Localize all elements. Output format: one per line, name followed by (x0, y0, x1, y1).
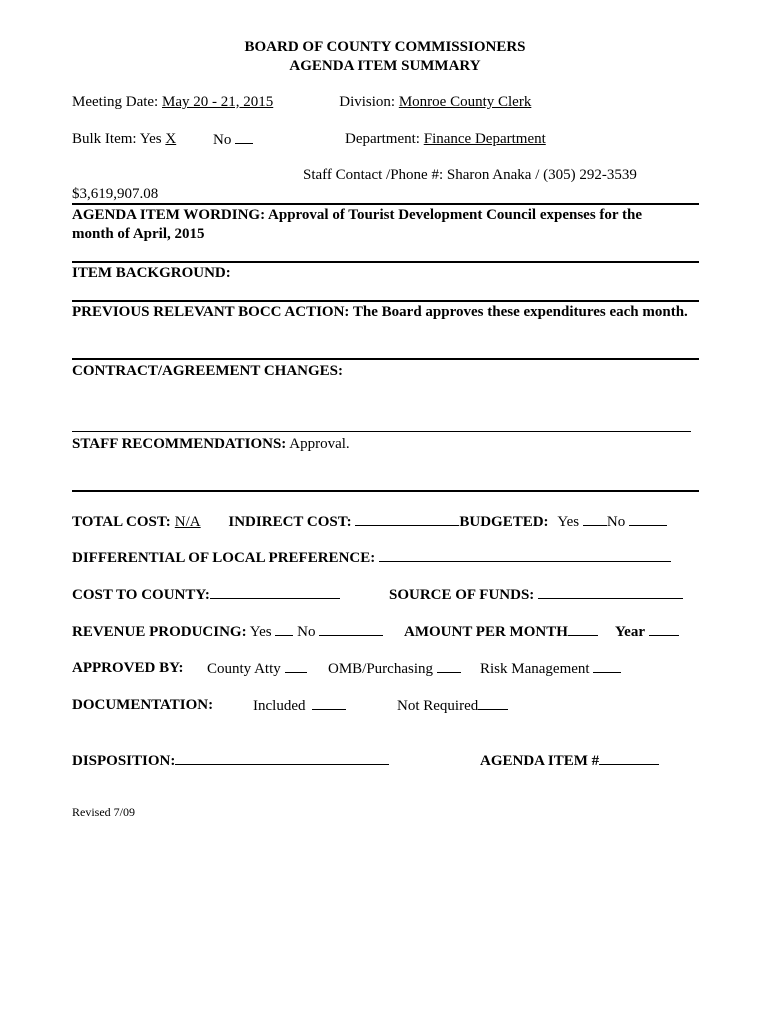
county-atty-label: County Atty (207, 661, 281, 677)
risk-management-blank[interactable] (593, 659, 621, 673)
staff-recommendations-label: STAFF RECOMMENDATIONS: (72, 436, 287, 452)
revenue-label: REVENUE PRODUCING: (72, 624, 247, 640)
revenue-yes-blank[interactable] (275, 622, 293, 636)
item-background-label: ITEM BACKGROUND: (72, 265, 231, 281)
divider (72, 490, 699, 492)
staff-recommendations-row (72, 435, 350, 453)
divider (72, 431, 691, 432)
year-blank[interactable] (649, 622, 679, 636)
source-of-funds-row (389, 585, 683, 604)
agenda-item-number-label: AGENDA ITEM # (480, 753, 600, 769)
differential-label: DIFFERENTIAL OF LOCAL PREFERENCE: (72, 550, 376, 566)
amount-value: $3,619,907.08 (72, 186, 159, 202)
department-value[interactable]: Finance Department (423, 131, 546, 147)
meeting-date-value[interactable]: May 20 - 21, 2015 (161, 94, 274, 110)
year-row (615, 622, 679, 641)
amount-per-month-blank[interactable] (568, 622, 598, 636)
county-atty-blank[interactable] (285, 659, 307, 673)
year-label: Year (615, 624, 645, 640)
previous-action-value: The Board approves these expenditures each month. (352, 304, 688, 320)
staff-recommendations-value: Approval. (289, 436, 350, 452)
bulk-no-label: No (213, 132, 232, 148)
divider (72, 203, 699, 205)
staff-contact-row (303, 166, 637, 184)
bulk-no-blank[interactable] (235, 130, 253, 144)
agenda-wording-line1 (72, 206, 642, 224)
divider (72, 300, 699, 302)
omb-label: OMB/Purchasing (328, 661, 433, 677)
disposition-row (72, 751, 389, 770)
bulk-no-group (213, 130, 253, 149)
revenue-no-blank[interactable] (319, 622, 383, 636)
form-subtitle: AGENDA ITEM SUMMARY (289, 58, 481, 74)
contract-changes-label: CONTRACT/AGREEMENT CHANGES: (72, 363, 344, 379)
budgeted-label: BUDGETED: (459, 514, 549, 530)
risk-management-label: Risk Management (480, 661, 590, 677)
staff-contact-label: Staff Contact /Phone #: (303, 167, 444, 183)
indirect-cost-blank[interactable] (355, 512, 459, 526)
agenda-wording-line2: month of April, 2015 (72, 226, 205, 242)
agenda-wording-label: AGENDA ITEM WORDING: (72, 207, 266, 223)
revenue-yes-label: Yes (249, 624, 272, 640)
total-cost-label: TOTAL COST: (72, 514, 171, 530)
not-required-blank[interactable] (478, 696, 508, 710)
disposition-label: DISPOSITION: (72, 753, 176, 769)
bulk-item-row (72, 130, 176, 148)
included-row (253, 696, 346, 715)
risk-management-row (480, 659, 621, 678)
included-label: Included (253, 698, 306, 714)
division-value[interactable]: Monroe County Clerk (398, 94, 532, 110)
bulk-item-label: Bulk Item: (72, 131, 137, 147)
amount-per-month-label: AMOUNT PER MONTH (404, 624, 568, 640)
staff-contact-value: Sharon Anaka / (305) 292-3539 (446, 167, 637, 183)
omb-blank[interactable] (437, 659, 461, 673)
agenda-item-number-blank[interactable] (599, 751, 659, 765)
total-cost-value[interactable]: N/A (174, 514, 201, 530)
previous-action-label: PREVIOUS RELEVANT BOCC ACTION: (72, 304, 350, 320)
approved-by-label: APPROVED BY: (72, 660, 184, 676)
included-blank[interactable] (312, 696, 346, 710)
cost-to-county-row (72, 585, 340, 604)
bulk-yes-label: Yes (139, 131, 162, 147)
agenda-wording-text: Approval of Tourist Development Council expenses for the (268, 207, 643, 223)
revenue-row (72, 622, 383, 641)
source-of-funds-blank[interactable] (538, 585, 683, 599)
department-row (345, 130, 546, 148)
division-label: Division: (339, 94, 396, 110)
agenda-item-number-row (480, 751, 659, 770)
county-atty-row (207, 659, 307, 678)
differential-row (72, 548, 671, 567)
previous-action-row (72, 303, 688, 321)
indirect-cost-label: INDIRECT COST: (228, 514, 352, 530)
form-title: BOARD OF COUNTY COMMISSIONERS (244, 39, 526, 55)
divider (72, 358, 699, 360)
documentation-label: DOCUMENTATION: (72, 697, 214, 713)
amount-per-month-row (404, 622, 598, 641)
total-cost-row (72, 512, 667, 531)
cost-to-county-blank[interactable] (210, 585, 340, 599)
department-label: Department: (345, 131, 420, 147)
budgeted-yes-label: Yes (557, 514, 580, 530)
budgeted-yes-blank[interactable] (583, 512, 607, 526)
revised-note: Revised 7/09 (72, 805, 135, 819)
revenue-no-label: No (297, 624, 316, 640)
differential-blank[interactable] (379, 548, 671, 562)
not-required-row (397, 696, 508, 715)
divider (72, 261, 699, 263)
bulk-yes-mark[interactable]: X (165, 131, 177, 147)
budgeted-no-label: No (606, 514, 626, 530)
cost-to-county-label: COST TO COUNTY: (72, 587, 210, 603)
meeting-date-label: Meeting Date: (72, 94, 159, 110)
not-required-label: Not Required (397, 698, 479, 714)
budgeted-no-blank[interactable] (629, 512, 667, 526)
source-of-funds-label: SOURCE OF FUNDS: (389, 587, 535, 603)
omb-row (328, 659, 461, 678)
meeting-date-row (72, 93, 531, 111)
disposition-blank[interactable] (175, 751, 389, 765)
